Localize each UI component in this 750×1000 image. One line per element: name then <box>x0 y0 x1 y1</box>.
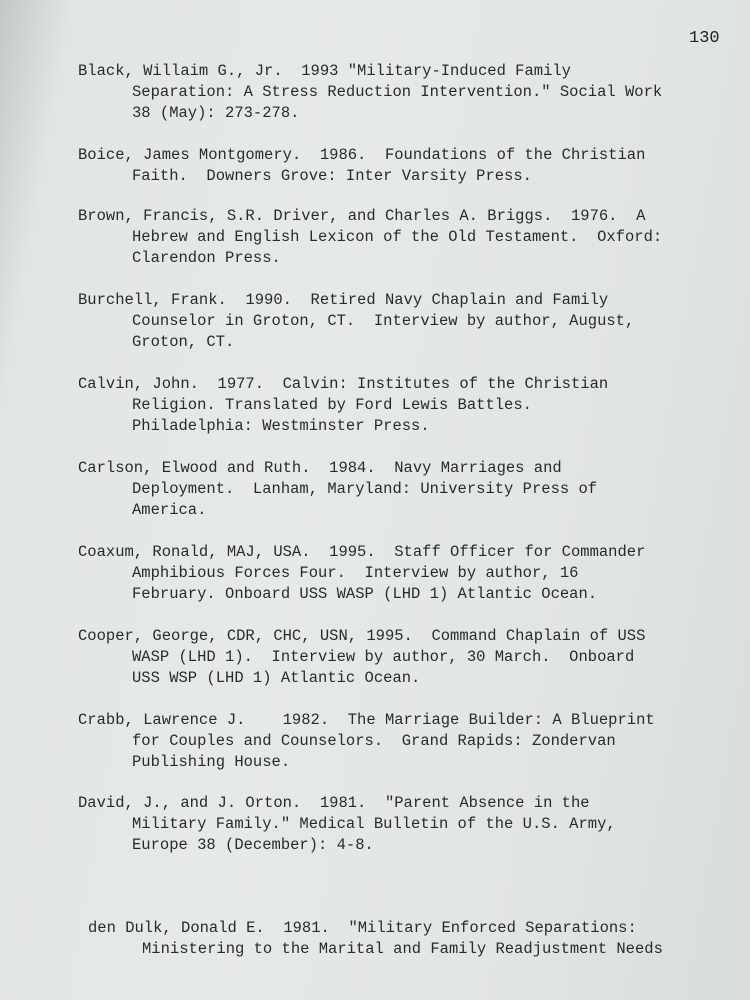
entry-line: Deployment. Lanham, Maryland: University Press of <box>132 480 598 498</box>
page-number: 130 <box>689 29 720 48</box>
bibliography-entry-crabb <box>78 710 728 773</box>
entry-line: Brown, Francis, S.R. Driver, and Charles A. Briggs. 1976. A <box>78 207 646 225</box>
bibliography-entry-calvin <box>78 374 728 437</box>
entry-line: Religion. Translated by Ford Lewis Battles. <box>132 396 532 414</box>
entry-line: WASP (LHD 1). Interview by author, 30 March. Onboard <box>132 648 635 666</box>
entry-line: Coaxum, Ronald, MAJ, USA. 1995. Staff Officer for Commander <box>78 543 646 561</box>
entry-line: Amphibious Forces Four. Interview by author, 16 <box>132 564 579 582</box>
bibliography-entry-black <box>78 61 728 124</box>
entry-line: Military Family." Medical Bulletin of the U.S. Army, <box>132 815 616 833</box>
entry-line: Philadelphia: Westminster Press. <box>132 417 430 435</box>
entry-line: Ministering to the Marital and Family Readjustment Needs <box>142 940 663 958</box>
entry-line: Publishing House. <box>132 753 291 771</box>
entry-line: USS WSP (LHD 1) Atlantic Ocean. <box>132 669 421 687</box>
entry-line: Cooper, George, CDR, CHC, USN, 1995. Command Chaplain of USS <box>78 627 646 645</box>
entry-line: Groton, CT. <box>132 333 235 351</box>
bibliography-entry-burchell <box>78 290 728 353</box>
entry-line: David, J., and J. Orton. 1981. "Parent Absence in the <box>78 794 590 812</box>
bibliography-entry-cooper <box>78 626 728 689</box>
bibliography-entry-boice <box>78 145 728 187</box>
entry-line: Hebrew and English Lexicon of the Old Testament. Oxford: <box>132 228 663 246</box>
entry-line: America. <box>132 501 207 519</box>
entry-line: for Couples and Counselors. Grand Rapids: Zondervan <box>132 732 616 750</box>
bibliography-entry-coaxum <box>78 542 728 605</box>
entry-line: Counselor in Groton, CT. Interview by author, August, <box>132 312 635 330</box>
bibliography-entry-david <box>78 793 728 856</box>
entry-line: Burchell, Frank. 1990. Retired Navy Chaplain and Family <box>78 291 609 309</box>
entry-line: Black, Willaim G., Jr. 1993 "Military-Induced Family <box>78 62 571 80</box>
entry-line: February. Onboard USS WASP (LHD 1) Atlantic Ocean. <box>132 585 598 603</box>
bibliography-entry-carlson <box>78 458 728 521</box>
entry-line: Faith. Downers Grove: Inter Varsity Press. <box>132 167 532 185</box>
entry-line: 38 (May): 273-278. <box>132 104 300 122</box>
entry-line: den Dulk, Donald E. 1981. "Military Enforced Separations: <box>88 919 637 937</box>
entry-line: Europe 38 (December): 4-8. <box>132 836 374 854</box>
entry-line: Separation: A Stress Reduction Intervention." Social Work <box>132 83 663 101</box>
entry-line: Boice, James Montgomery. 1986. Foundations of the Christian <box>78 146 646 164</box>
bibliography-entry-den-dulk <box>88 918 738 960</box>
entry-line: Clarendon Press. <box>132 249 281 267</box>
entry-line: Calvin, John. 1977. Calvin: Institutes of the Christian <box>78 375 609 393</box>
entry-line: Crabb, Lawrence J. 1982. The Marriage Builder: A Blueprint <box>78 711 655 729</box>
entry-line: Carlson, Elwood and Ruth. 1984. Navy Marriages and <box>78 459 562 477</box>
bibliography-entry-brown <box>78 206 728 269</box>
